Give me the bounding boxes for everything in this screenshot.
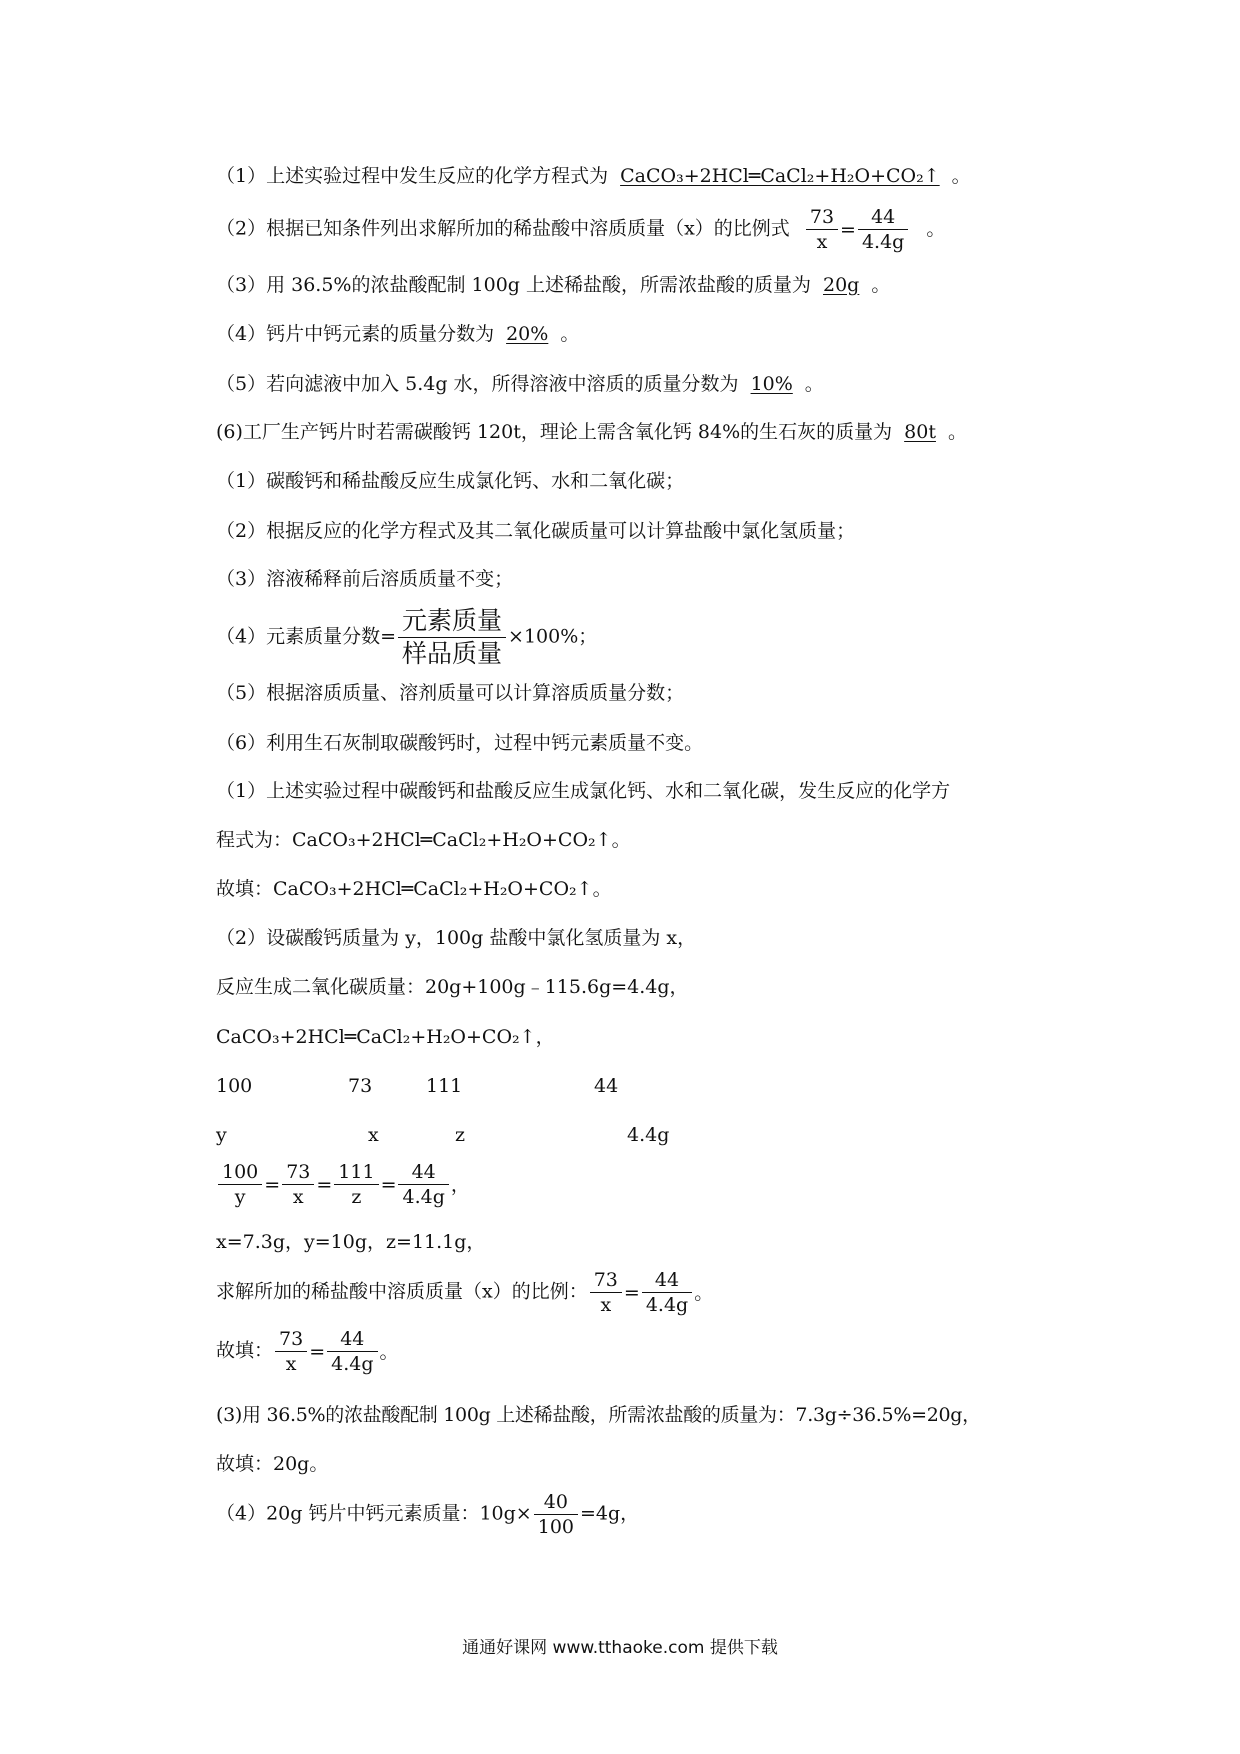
solution-1b: 程式为：CaCO₃+2HCl═CaCl₂+H₂O+CO₂↑。 <box>216 829 631 851</box>
solution-4: （4）20g 钙片中钙元素质量：10g× $\frac{40}{100}$ =4g， <box>216 1491 640 1538</box>
analysis-6: （6）利用生石灰制取碳酸钙时，过程中钙元素质量不变。 <box>216 732 704 754</box>
analysis-2: （2）根据反应的化学方程式及其二氧化碳质量可以计算盐酸中氯化氢质量； <box>216 520 856 542</box>
analysis-3: （3）溶液稀释前后溶质质量不变； <box>216 568 514 590</box>
solution-2a: （2）设碳酸钙质量为 y，100g 盐酸中氯化氢质量为 x， <box>216 927 697 949</box>
solution-3a: (3)用 36.5%的浓盐酸配制 100g 上述稀盐酸，所需浓盐酸的质量为：7.3g÷36.5%=20g， <box>216 1404 981 1426</box>
fraction: $\frac{40}{100}$ <box>534 1490 578 1539</box>
ratio-equation: $\frac{100}{y}$ = $\frac{73}{x}$ = $\frac{111}{z}$ = $\frac{44}{4.4g}$ ， <box>216 1160 470 1209</box>
fraction: $\frac{73}{x}$ <box>282 1160 314 1209</box>
answer-blank: 80t <box>904 421 936 443</box>
fraction: $\frac{\text{元素质量}}{\text{样品质量}}$ <box>398 605 506 670</box>
analysis-1: （1）碳酸钙和稀盐酸反应生成氯化钙、水和二氧化碳； <box>216 470 685 492</box>
coef-caco3: 100 <box>216 1075 253 1097</box>
answer-q4: （4）钙片中钙元素的质量分数为 20% 。 <box>216 323 580 345</box>
answer-q1: （1）上述实验过程中发生反应的化学方程式为 CaCO₃+2HCl═CaCl₂+H₂O+CO₂↑ 。 <box>216 165 971 187</box>
answer-blank: 20g <box>823 274 860 296</box>
fraction: $\frac{44}{4.4g}$ <box>398 1160 448 1209</box>
coef-hcl: 73 <box>348 1075 373 1097</box>
fraction: $\frac{111}{z}$ <box>334 1160 378 1209</box>
fraction: $\frac{73}{x}$ <box>590 1268 622 1317</box>
answer-blank: CaCO₃+2HCl═CaCl₂+H₂O+CO₂↑ <box>620 165 940 187</box>
coef-cacl2: 111 <box>426 1075 463 1097</box>
fraction: $\frac{44}{4.4g}$ <box>642 1268 692 1317</box>
fraction: $\frac{100}{y}$ <box>218 1160 262 1209</box>
analysis-4: （4）元素质量分数= $\frac{\text{元素质量}}{\text{样品质量}}$ ×100%； <box>216 606 598 668</box>
answer-q5: （5）若向滤液中加入 5.4g 水，所得溶液中溶质的质量分数为 10% 。 <box>216 373 824 395</box>
answer-q2: （2）根据已知条件列出求解所加的稀盐酸中溶质质量（x）的比例式 $\frac{73}{x}$ = $\frac{44}{4.4g}$ 。 <box>216 206 946 253</box>
solution-2e: 求解所加的稀盐酸中溶质质量（x）的比例： $\frac{73}{x}$ = $\frac{44}{4.4g}$ 。 <box>216 1269 714 1316</box>
var-x: x <box>368 1124 379 1146</box>
solution-3b: 故填：20g。 <box>216 1453 329 1475</box>
var-y: y <box>216 1124 227 1146</box>
fraction: $\frac{44}{4.4g}$ <box>327 1327 377 1376</box>
var-mass: 4.4g <box>627 1124 670 1146</box>
solution-1c: 故填：CaCO₃+2HCl═CaCl₂+H₂O+CO₂↑。 <box>216 878 612 900</box>
answer-q3: （3）用 36.5%的浓盐酸配制 100g 上述稀盐酸，所需浓盐酸的质量为 20g 。 <box>216 274 891 296</box>
fraction: $\frac{73}{x}$ <box>806 205 838 254</box>
solution-2f: 故填： $\frac{73}{x}$ = $\frac{44}{4.4g}$ 。 <box>216 1328 399 1375</box>
coef-co2: 44 <box>594 1075 619 1097</box>
fraction: $\frac{73}{x}$ <box>275 1327 307 1376</box>
var-z: z <box>455 1124 466 1146</box>
solution-2b: 反应生成二氧化碳质量：20g+100g﹣115.6g=4.4g， <box>216 976 689 998</box>
page-footer: 通通好课网 www.tthaoke.com 提供下载 <box>462 1638 778 1658</box>
solution-2c: CaCO₃+2HCl═CaCl₂+H₂O+CO₂↑， <box>216 1026 555 1048</box>
answer-q6: (6)工厂生产钙片时若需碳酸钙 120t，理论上需含氧化钙 84%的生石灰的质量为 80t 。 <box>216 421 967 443</box>
answer-blank: 10% <box>750 373 793 395</box>
solution-1a: （1）上述实验过程中碳酸钙和盐酸反应生成氯化钙、水和二氧化碳，发生反应的化学方 <box>216 780 951 802</box>
fraction: $\frac{44}{4.4g}$ <box>858 205 908 254</box>
answer-blank: 20% <box>506 323 549 345</box>
solution-2d: x=7.3g，y=10g，z=11.1g， <box>216 1231 486 1253</box>
analysis-5: （5）根据溶质质量、溶剂质量可以计算溶质质量分数； <box>216 682 685 704</box>
